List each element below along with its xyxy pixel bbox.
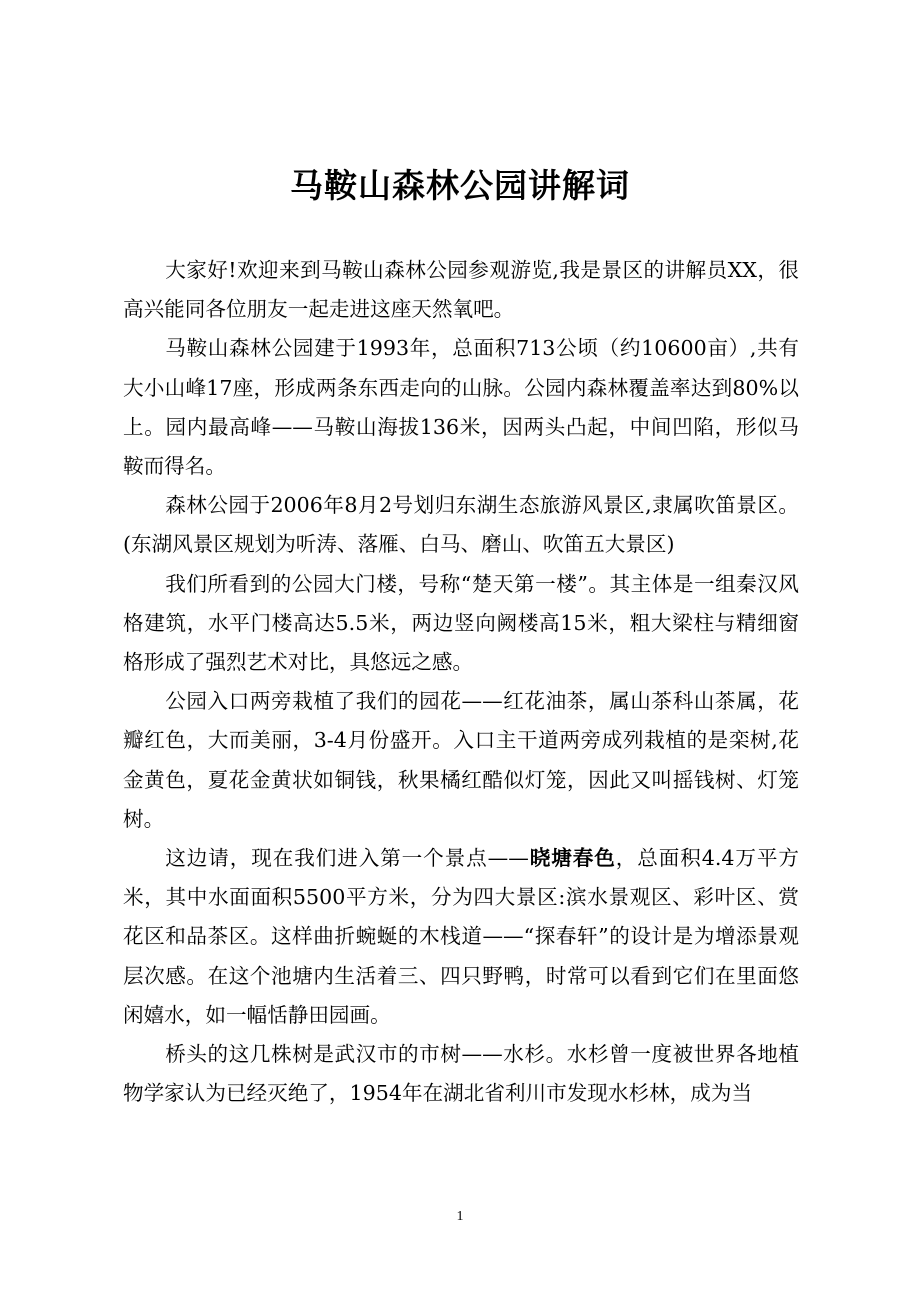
scenic-spot-name: 晓塘春色 bbox=[528, 846, 616, 871]
paragraph-text: 这边请，现在我们进入第一个景点—— bbox=[165, 846, 529, 871]
document-title: 马鞍山森林公园讲解词 bbox=[290, 166, 630, 205]
document-body bbox=[123, 251, 799, 1113]
paragraph-metasequoia: 桥头的这几株树是武汉市的市树——水杉。水杉曾一度被世界各地植物学家认为已经灭绝了，1954年在湖北省利川市发现水杉林，成为当 bbox=[123, 1042, 799, 1106]
paragraph-text: ，总面积4.4万平方米，其中水面面积5500平方米，分为四大景区:滨水景观区、彩叶区、赏花区和品茶区。这样曲折蜿蜒的木栈道——“探春轩”的设计是为增添景观层次感。在这个池塘内生活着三、四只野鸭，时常可以看到它们在里面悠闲嬉水，如一幅恬静田园画。 bbox=[123, 846, 800, 1027]
paragraph-greeting: 大家好!欢迎来到马鞍山森林公园参观游览,我是景区的讲解员XX，很高兴能同各位朋友一起走进这座天然氧吧。 bbox=[123, 258, 799, 322]
paragraph-administration: 森林公园于2006年8月2号划归东湖生态旅游风景区,隶属吹笛景区。(东湖风景区规划为听涛、落雁、白马、磨山、吹笛五大景区) bbox=[123, 493, 799, 557]
paragraph-first-scenic-spot bbox=[123, 839, 799, 1035]
paragraph-entrance-plants: 公园入口两旁栽植了我们的园花——红花油茶，属山茶科山茶属，花瓣红色，大而美丽，3-4月份盛开。入口主干道两旁成列栽植的是栾树,花金黄色，夏花金黄状如铜钱，秋果橘红酷似灯笼，因此又叫摇钱树、灯笼树。 bbox=[123, 689, 799, 831]
page-number: 1 bbox=[456, 1209, 464, 1224]
paragraph-main-gate: 我们所看到的公园大门楼，号称“楚天第一楼”。其主体是一组秦汉风格建筑，水平门楼高达5.5米，两边竖向阙楼高15米，粗大梁柱与精细窗格形成了强烈艺术对比，具悠远之感。 bbox=[123, 571, 799, 675]
paragraph-park-overview: 马鞍山森林公园建于1993年，总面积713公顷（约10600亩）,共有大小山峰17座，形成两条东西走向的山脉。公园内森林覆盖率达到80%以上。园内最高峰——马鞍山海拔136米，因两头凸起，中间凹陷，形似马鞍而得名。 bbox=[123, 336, 799, 479]
